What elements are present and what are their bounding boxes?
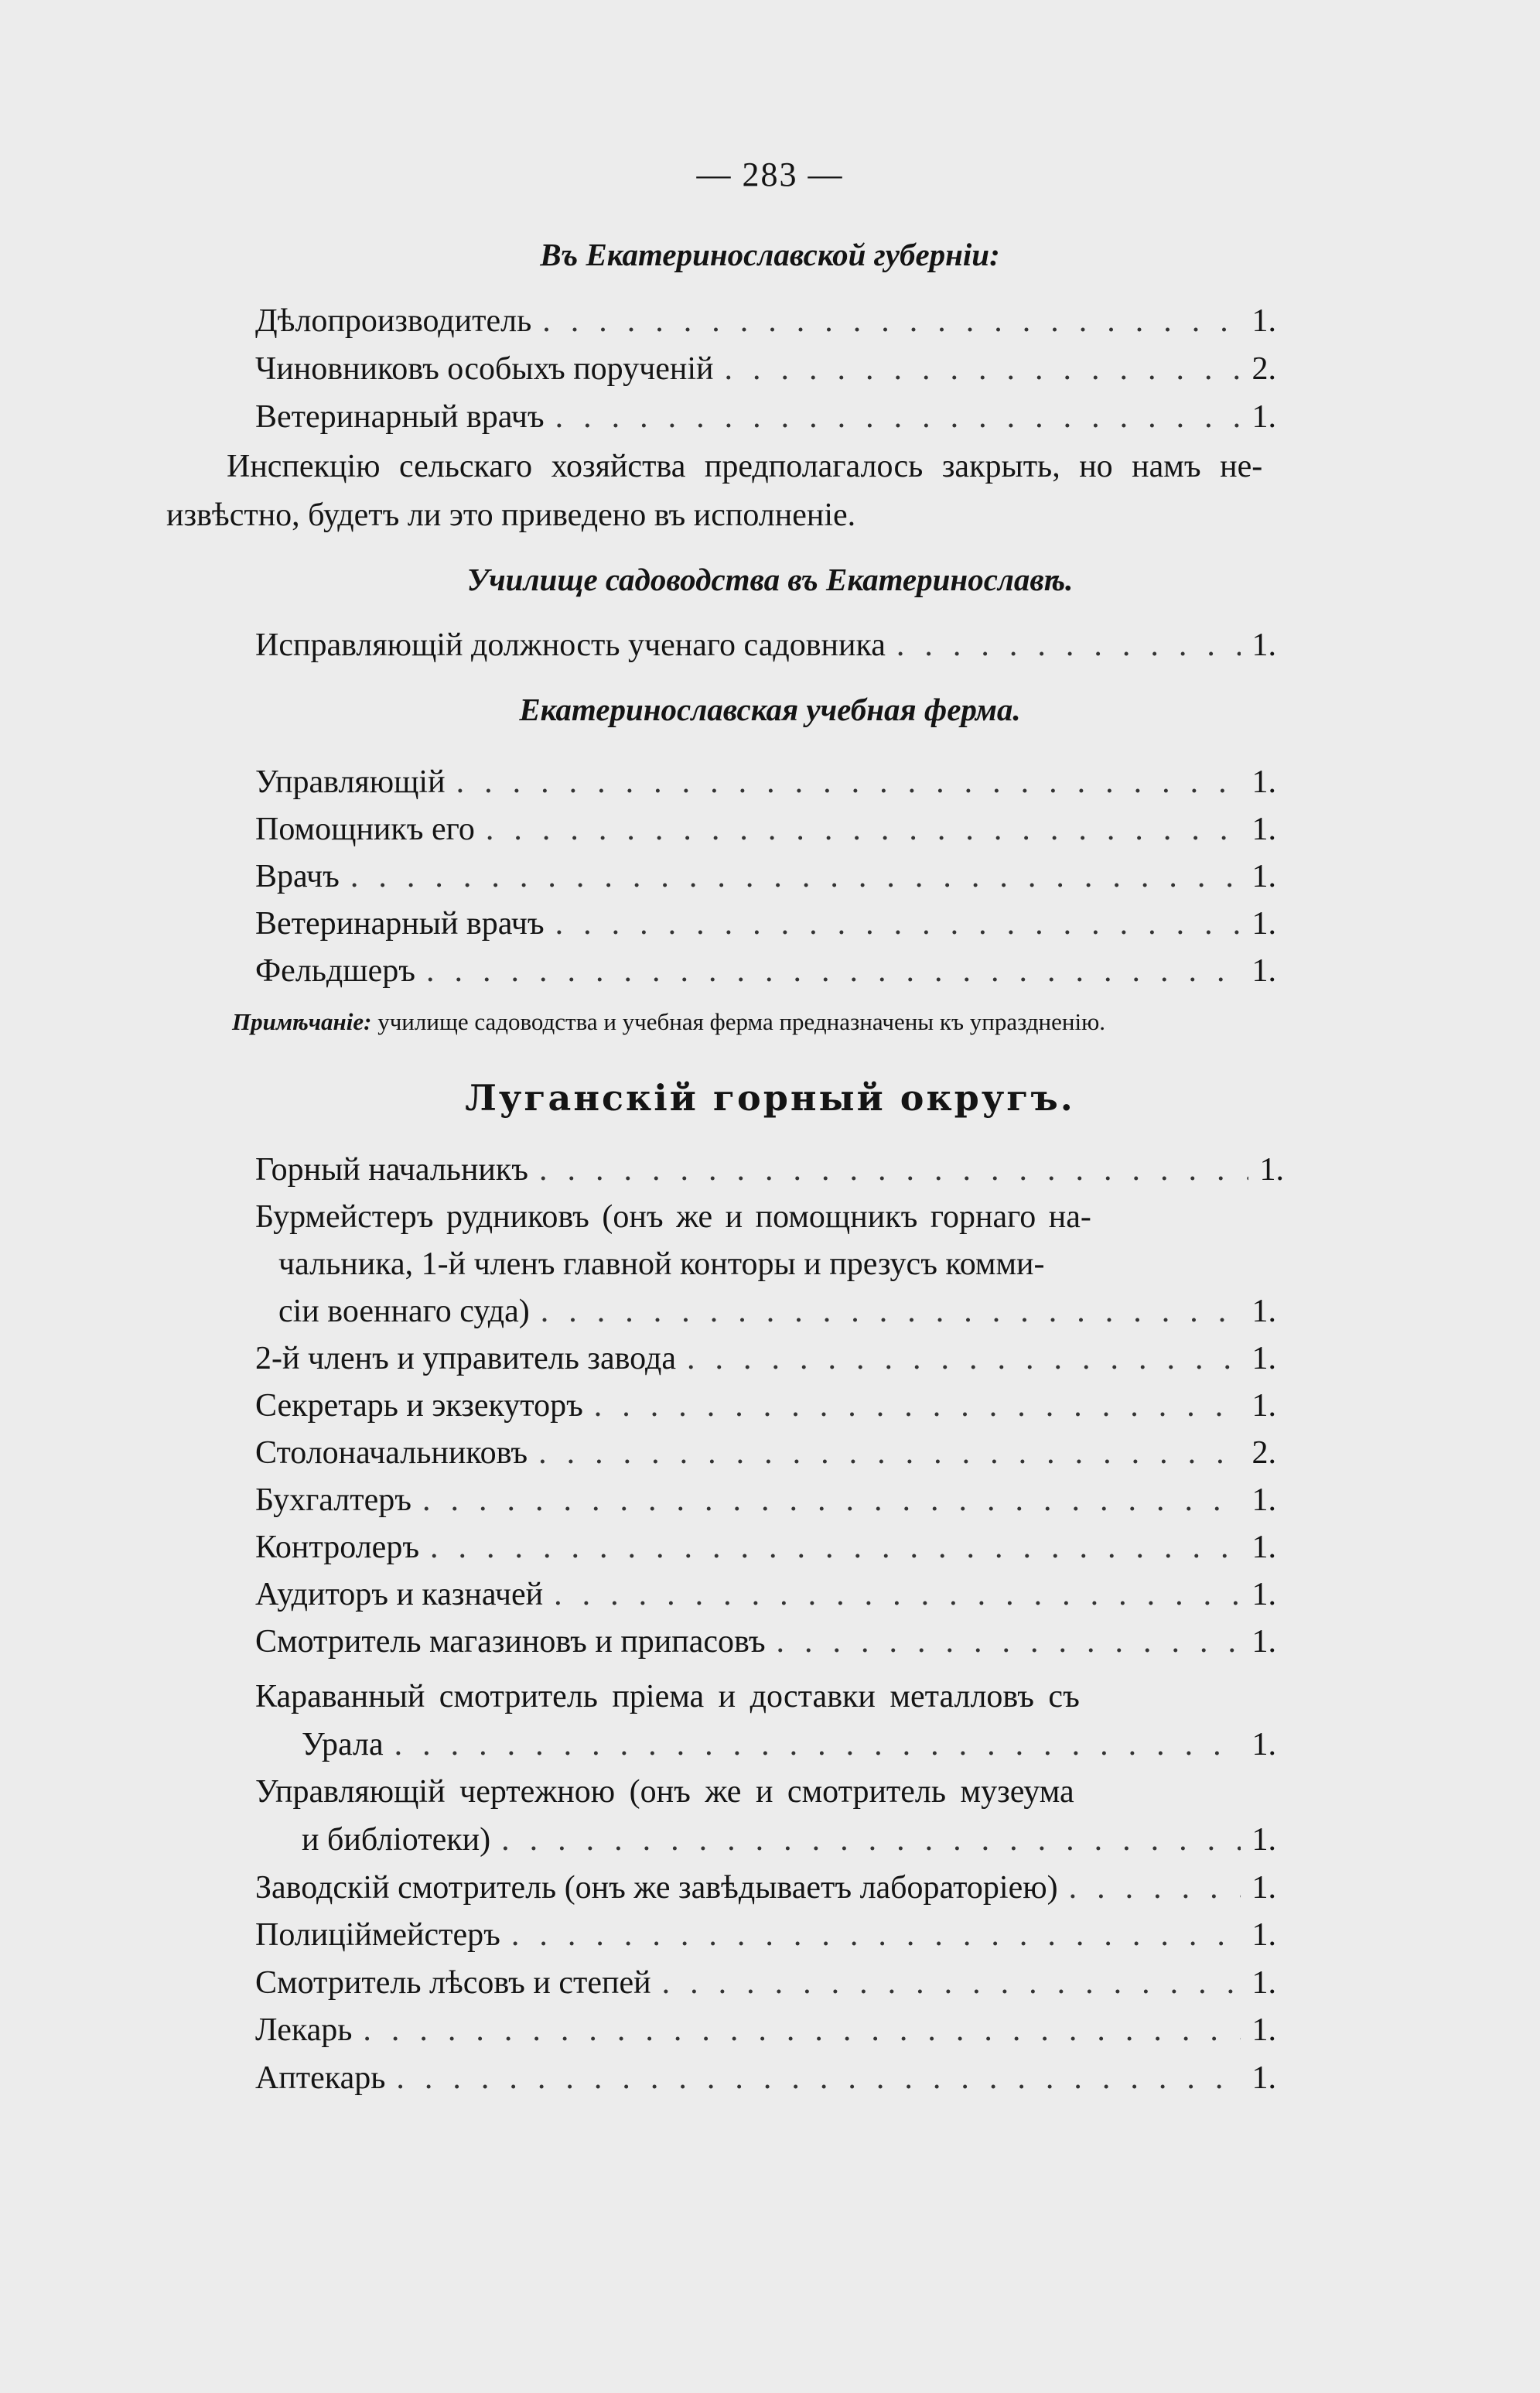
list-item <box>255 1384 1276 1427</box>
item-label: Полиціймейстеръ <box>255 1917 500 1953</box>
leader-dots <box>396 2056 1241 2100</box>
leader-dots <box>594 1384 1241 1427</box>
list-item <box>255 1620 1276 1663</box>
leader-dots <box>896 624 1241 667</box>
list-item <box>255 1148 1284 1191</box>
list-item-continuation <box>302 1818 1276 1861</box>
leader-dots <box>538 1431 1241 1475</box>
item-count: 2. <box>1251 351 1276 387</box>
item-count: 1. <box>1251 303 1276 339</box>
list-item-continuation <box>302 1723 1276 1766</box>
item-label: Смотритель лѣсовъ и степей <box>255 1965 651 2001</box>
item-count: 1. <box>1251 1577 1276 1612</box>
footnote-lead: Примѣчаніе: <box>232 1008 372 1035</box>
item-label: Исправляющій должность ученаго садовника <box>255 627 886 663</box>
leader-dots <box>363 2008 1241 2052</box>
section-heading-ekaterinoslav-province: Въ Екатеринославской губерніи: <box>540 237 1000 272</box>
leader-dots <box>539 1148 1248 1191</box>
item-count: 1. <box>1251 1870 1276 1906</box>
item-count: 1. <box>1251 1294 1276 1329</box>
leader-dots <box>394 1723 1241 1766</box>
item-count: 1. <box>1251 1530 1276 1565</box>
leader-dots <box>725 347 1241 391</box>
item-count: 1. <box>1251 1388 1276 1424</box>
list-item <box>255 395 1276 439</box>
list-item <box>255 1479 1276 1522</box>
item-label: Столоначальниковъ <box>255 1435 528 1471</box>
item-label: Бухгалтеръ <box>255 1482 411 1518</box>
item-count: 2. <box>1251 1435 1276 1471</box>
paragraph-line: Инспекцію сельскаго хозяйства предполагалось закрыть, но намъ не- <box>227 449 1263 484</box>
item-label: Урала <box>302 1727 384 1762</box>
leader-dots <box>662 1961 1241 2005</box>
leader-dots <box>426 949 1241 993</box>
item-label: и библіотеки) <box>302 1822 491 1858</box>
page-number: — 283 — <box>696 156 844 193</box>
leader-dots <box>350 855 1241 898</box>
item-count: 1. <box>1251 1822 1276 1858</box>
list-item <box>255 1431 1276 1475</box>
leader-dots <box>542 299 1241 343</box>
list-item <box>255 2056 1276 2100</box>
section-heading-gardening-school: Училище садоводства въ Екатеринославѣ. <box>466 562 1074 597</box>
list-item <box>255 761 1276 804</box>
list-item: Управляющій чертежною (онъ же и смотритель музеума <box>255 1774 1074 1810</box>
list-item <box>255 1573 1276 1616</box>
item-count: 1. <box>1251 1965 1276 2001</box>
leader-dots <box>687 1337 1241 1380</box>
list-item <box>255 902 1276 945</box>
item-label: Ветеринарный врачъ <box>255 906 545 942</box>
section-heading-training-farm: Екатеринославская учебная ферма. <box>519 692 1021 727</box>
item-count: 1. <box>1251 906 1276 942</box>
list-item <box>255 299 1276 343</box>
leader-dots <box>555 902 1241 945</box>
item-label: Заводскій смотритель (онъ же завѣдываетъ лабораторіею) <box>255 1870 1058 1906</box>
item-label: Врачъ <box>255 859 340 894</box>
item-label: Помощникъ его <box>255 812 475 847</box>
item-label: Лекарь <box>255 2012 353 2048</box>
item-count: 1. <box>1251 859 1276 894</box>
item-label: Чиновниковъ особыхъ порученій <box>255 351 714 387</box>
item-label: Фельдшеръ <box>255 953 416 989</box>
item-count: 1. <box>1251 1341 1276 1376</box>
item-count: 1. <box>1251 399 1276 435</box>
item-label: Аптекарь <box>255 2060 386 2096</box>
leader-dots <box>1069 1866 1241 1909</box>
item-label: сіи военнаго суда) <box>278 1294 530 1329</box>
item-count: 1. <box>1251 627 1276 663</box>
item-count: 1. <box>1251 764 1276 800</box>
item-label: Контролеръ <box>255 1530 420 1565</box>
leader-dots <box>501 1818 1241 1861</box>
list-item: Бурмейстеръ рудниковъ (онъ же и помощникъ горнаго на- <box>255 1199 1091 1235</box>
item-label: Дѣлопроизводитель <box>255 303 532 339</box>
list-item-continuation: чальника, 1-й членъ главной конторы и презусъ комми- <box>278 1246 1045 1282</box>
paragraph-line: извѣстно, будетъ ли это приведено въ исполненіе. <box>166 497 856 533</box>
list-item: Караванный смотритель пріема и доставки металловъ съ <box>255 1679 1080 1714</box>
item-count: 1. <box>1251 2060 1276 2096</box>
item-count: 1. <box>1251 812 1276 847</box>
list-item <box>255 347 1276 391</box>
item-label: Горный начальникъ <box>255 1152 529 1188</box>
item-count: 1. <box>1259 1152 1284 1188</box>
list-item <box>255 624 1276 667</box>
item-label: 2-й членъ и управитель завода <box>255 1341 676 1376</box>
leader-dots <box>511 1913 1241 1957</box>
item-label: Секретарь и экзекуторъ <box>255 1388 583 1424</box>
leader-dots <box>486 808 1241 851</box>
footnote-text: училище садоводства и учебная ферма предназначены къ упраздненію. <box>371 1008 1105 1035</box>
list-item <box>255 1866 1276 1909</box>
item-label: Аудиторъ и казначей <box>255 1577 544 1612</box>
leader-dots <box>456 761 1241 804</box>
item-label: Ветеринарный врачъ <box>255 399 545 435</box>
item-label: Смотритель магазиновъ и припасовъ <box>255 1624 766 1660</box>
list-item-continuation <box>278 1290 1276 1333</box>
item-label: Управляющій <box>255 764 446 800</box>
list-item <box>255 1337 1276 1380</box>
item-count: 1. <box>1251 1624 1276 1660</box>
list-item <box>255 1913 1276 1957</box>
list-item <box>255 949 1276 993</box>
list-item <box>255 2008 1276 2052</box>
footnote <box>232 1008 1105 1036</box>
item-count: 1. <box>1251 1727 1276 1762</box>
item-count: 1. <box>1251 953 1276 989</box>
list-item <box>255 855 1276 898</box>
item-count: 1. <box>1251 2012 1276 2048</box>
item-count: 1. <box>1251 1917 1276 1953</box>
leader-dots <box>554 1573 1241 1616</box>
section-title-lugansk-mining-district: Луганскій горный округъ. <box>465 1077 1075 1119</box>
leader-dots <box>777 1620 1241 1663</box>
leader-dots <box>430 1526 1241 1569</box>
leader-dots <box>422 1479 1241 1522</box>
list-item <box>255 1961 1276 2005</box>
list-item <box>255 1526 1276 1569</box>
item-count: 1. <box>1251 1482 1276 1518</box>
list-item <box>255 808 1276 851</box>
leader-dots <box>555 395 1241 439</box>
leader-dots <box>541 1290 1241 1333</box>
